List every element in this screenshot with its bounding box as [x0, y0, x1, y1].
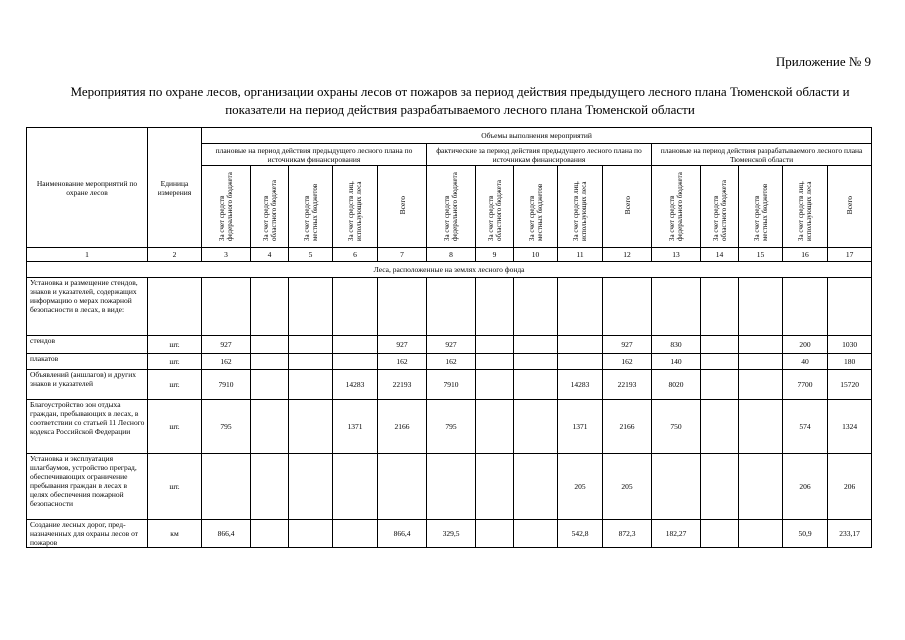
- row-value: 1371: [333, 400, 378, 454]
- row-value: 205: [558, 454, 603, 520]
- row-value: 50,9: [783, 520, 828, 548]
- row-value: [476, 336, 514, 354]
- row-name: Благоустройство зон отдыха граждан, пребывающих в лесах, в соответствии со статьей 11 Лесного кодекса Российской Федерации: [27, 400, 148, 454]
- row-value: [427, 278, 476, 336]
- appendix-label: Приложение № 9: [775, 54, 871, 69]
- row-value: 927: [427, 336, 476, 354]
- row-value: [701, 278, 739, 336]
- row-value: 180: [828, 354, 872, 370]
- row-value: [289, 520, 333, 548]
- row-value: 162: [427, 354, 476, 370]
- row-value: 40: [783, 354, 828, 370]
- row-value: 2166: [603, 400, 652, 454]
- row-value: [476, 370, 514, 400]
- row-value: 1371: [558, 400, 603, 454]
- row-value: [558, 278, 603, 336]
- row-value: [427, 454, 476, 520]
- row-value: [251, 278, 289, 336]
- row-value: [289, 336, 333, 354]
- title-line-2: показатели на период действия разрабатываемого лесного плана Тюменской области: [225, 102, 695, 117]
- row-value: [514, 278, 558, 336]
- column-number: 7: [378, 248, 427, 262]
- column-number-row: [27, 248, 872, 262]
- header-group-planned-new: плановые на период действия разрабатываемого лесного плана Тюменской области: [652, 144, 872, 166]
- row-value: [558, 336, 603, 354]
- subheader-local: За счет средств местных бюджетов: [514, 166, 558, 248]
- row-value: [202, 454, 251, 520]
- header-group-actual-prev: фактические за период действия предыдущего лесного плана по источникам финансирования: [427, 144, 652, 166]
- row-name: Установка и эксплуатация шлагбаумов, устройство преград, обеспечивающих ограничение пребывания граждан в лесах в целях обеспечения пожарной безопасности: [27, 454, 148, 520]
- subheader-federal: За счет средств федерального бюджета: [202, 166, 251, 248]
- subheader-regional: За счет средств областного бюджета: [701, 166, 739, 248]
- row-value: [739, 354, 783, 370]
- row-value: 14283: [333, 370, 378, 400]
- row-unit: шт.: [148, 370, 202, 400]
- row-name: стендов: [27, 336, 148, 354]
- row-value: [333, 520, 378, 548]
- column-number: 12: [603, 248, 652, 262]
- title-line-1: Мероприятия по охране лесов, организации охраны лесов от пожаров за период действия предыдущего лесного плана Тюменской области и: [70, 84, 850, 99]
- table-body: [27, 278, 872, 548]
- row-value: 2166: [378, 400, 427, 454]
- row-value: [514, 354, 558, 370]
- column-number: 14: [701, 248, 739, 262]
- row-value: [476, 520, 514, 548]
- row-value: [378, 454, 427, 520]
- row-unit: [148, 278, 202, 336]
- row-value: [514, 336, 558, 354]
- row-value: 182,27: [652, 520, 701, 548]
- row-value: 927: [202, 336, 251, 354]
- row-value: [333, 354, 378, 370]
- row-value: 542,8: [558, 520, 603, 548]
- row-value: 162: [603, 354, 652, 370]
- measures-table: [26, 127, 872, 548]
- row-value: [251, 354, 289, 370]
- column-number: 3: [202, 248, 251, 262]
- row-value: [333, 278, 378, 336]
- row-value: 162: [202, 354, 251, 370]
- row-unit: шт.: [148, 336, 202, 354]
- row-value: [251, 336, 289, 354]
- header-name: Наименование мероприятий по охране лесов: [27, 128, 148, 248]
- row-value: [514, 400, 558, 454]
- subheader-users: За счет средств лиц, использующих леса: [558, 166, 603, 248]
- row-value: 927: [603, 336, 652, 354]
- row-value: [739, 278, 783, 336]
- column-number: 5: [289, 248, 333, 262]
- subheader-regional: За счет средств областного бюджета: [476, 166, 514, 248]
- column-number: 9: [476, 248, 514, 262]
- row-value: 206: [783, 454, 828, 520]
- subheader-total: Всего: [603, 166, 652, 248]
- row-value: 795: [427, 400, 476, 454]
- row-name: Создание лесных дорог, пред- назначенных для охраны лесов от пожаров: [27, 520, 148, 548]
- row-value: 872,3: [603, 520, 652, 548]
- row-value: [289, 400, 333, 454]
- row-value: [289, 454, 333, 520]
- row-value: 1324: [828, 400, 872, 454]
- row-value: 206: [828, 454, 872, 520]
- row-value: 574: [783, 400, 828, 454]
- row-value: 329,5: [427, 520, 476, 548]
- header-group-planned-prev: плановые на период действия предыдущего лесного плана по источникам финансирования: [202, 144, 427, 166]
- subheader-local: За счет средств местных бюджетов: [739, 166, 783, 248]
- row-value: 7910: [202, 370, 251, 400]
- row-unit: шт.: [148, 400, 202, 454]
- row-value: [333, 454, 378, 520]
- row-name: Объявлений (аншлагов) и других знаков и указателей: [27, 370, 148, 400]
- row-value: 7700: [783, 370, 828, 400]
- section-title: Леса, расположенные на землях лесного фонда: [27, 262, 872, 278]
- row-value: [701, 454, 739, 520]
- row-value: 830: [652, 336, 701, 354]
- row-value: 162: [378, 354, 427, 370]
- row-value: [476, 354, 514, 370]
- row-value: 7910: [427, 370, 476, 400]
- row-value: [476, 400, 514, 454]
- row-value: [739, 400, 783, 454]
- table-row: [27, 354, 872, 370]
- column-number: 2: [148, 248, 202, 262]
- column-number: 4: [251, 248, 289, 262]
- column-number: 10: [514, 248, 558, 262]
- subheader-federal: За счет средств федерального бюджета: [427, 166, 476, 248]
- column-number: 17: [828, 248, 872, 262]
- row-value: 15720: [828, 370, 872, 400]
- subheader-users: За счет средств лиц, использующих леса: [783, 166, 828, 248]
- column-number: 11: [558, 248, 603, 262]
- row-value: [783, 278, 828, 336]
- header-volumes: Объемы выполнения мероприятий: [202, 128, 872, 144]
- row-value: 200: [783, 336, 828, 354]
- row-value: [828, 278, 872, 336]
- row-value: [251, 370, 289, 400]
- row-value: 927: [378, 336, 427, 354]
- row-value: [739, 520, 783, 548]
- column-number: 13: [652, 248, 701, 262]
- table-row: [27, 278, 872, 336]
- row-value: 205: [603, 454, 652, 520]
- row-value: [476, 278, 514, 336]
- row-value: [289, 370, 333, 400]
- row-value: [739, 336, 783, 354]
- row-value: [514, 454, 558, 520]
- row-value: [739, 454, 783, 520]
- row-value: 233,17: [828, 520, 872, 548]
- table-row: [27, 520, 872, 548]
- row-value: 22193: [603, 370, 652, 400]
- row-value: [701, 354, 739, 370]
- row-value: [514, 520, 558, 548]
- column-number: 8: [427, 248, 476, 262]
- row-unit: шт.: [148, 454, 202, 520]
- row-value: [251, 454, 289, 520]
- row-value: 140: [652, 354, 701, 370]
- row-value: [739, 370, 783, 400]
- row-value: [289, 278, 333, 336]
- header-unit: Единица измерения: [148, 128, 202, 248]
- row-value: [476, 454, 514, 520]
- row-value: 750: [652, 400, 701, 454]
- row-value: [603, 278, 652, 336]
- row-value: 8020: [652, 370, 701, 400]
- row-value: 795: [202, 400, 251, 454]
- row-value: 14283: [558, 370, 603, 400]
- table-row: [27, 370, 872, 400]
- row-value: 866,4: [378, 520, 427, 548]
- row-unit: шт.: [148, 354, 202, 370]
- subheader-local: За счет средств местных бюджетов: [289, 166, 333, 248]
- table-row: [27, 400, 872, 454]
- document-title: [40, 83, 880, 119]
- row-value: [652, 454, 701, 520]
- row-value: [701, 400, 739, 454]
- row-value: 22193: [378, 370, 427, 400]
- column-number: 6: [333, 248, 378, 262]
- subheader-federal: За счет средств федерального бюджета: [652, 166, 701, 248]
- row-value: [378, 278, 427, 336]
- row-unit: км: [148, 520, 202, 548]
- row-value: [701, 336, 739, 354]
- row-value: [202, 278, 251, 336]
- subheader-regional: За счет средств областного бюджета: [251, 166, 289, 248]
- column-number: 15: [739, 248, 783, 262]
- row-value: [251, 520, 289, 548]
- row-value: [289, 354, 333, 370]
- row-name: плакатов: [27, 354, 148, 370]
- row-value: 1030: [828, 336, 872, 354]
- row-value: [701, 520, 739, 548]
- row-value: [514, 370, 558, 400]
- row-name: Установка и размещение стендов, знаков и указателей, содержащих информацию о мерах пожарной безопасности в лесах, в виде:: [27, 278, 148, 336]
- row-value: [701, 370, 739, 400]
- subheader-total: Всего: [378, 166, 427, 248]
- subheader-users: За счет средств лиц, использующих леса: [333, 166, 378, 248]
- row-value: [558, 354, 603, 370]
- table-row: [27, 454, 872, 520]
- row-value: [652, 278, 701, 336]
- table-row: [27, 336, 872, 354]
- column-number: 1: [27, 248, 148, 262]
- subheader-total: Всего: [828, 166, 872, 248]
- column-number: 16: [783, 248, 828, 262]
- row-value: [251, 400, 289, 454]
- row-value: [333, 336, 378, 354]
- row-value: 866,4: [202, 520, 251, 548]
